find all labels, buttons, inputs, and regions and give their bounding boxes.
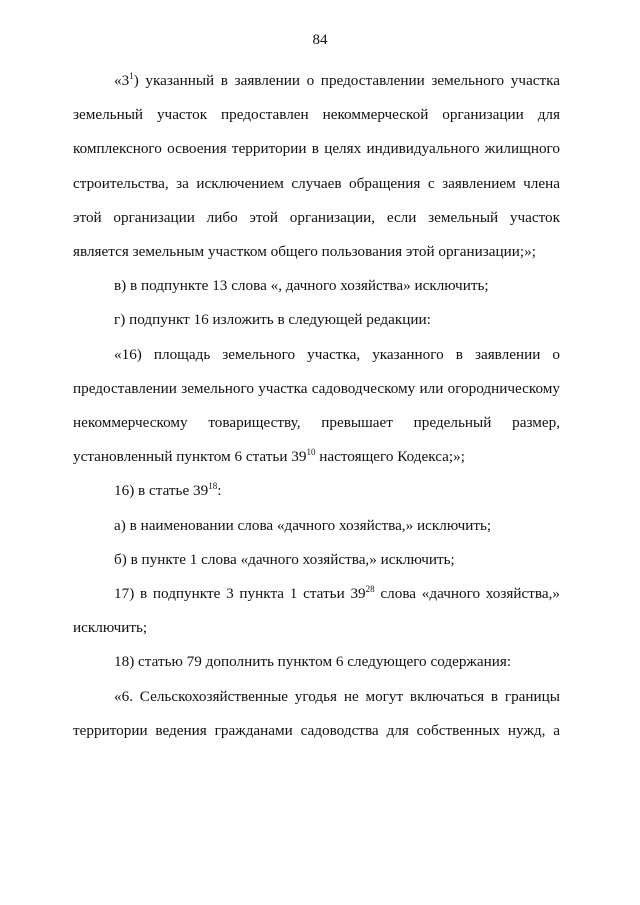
paragraph-item-18: 18) статью 79 дополнить пунктом 6 следующего содержания:	[114, 653, 512, 671]
page-number: 84	[312, 32, 328, 48]
paragraph-subitem-a: а) в наименовании слова «дачного хозяйства,» исключить;	[114, 516, 492, 534]
paragraph-subitem-b: б) в пункте 1 слова «дачного хозяйства,» исключить;	[114, 550, 455, 568]
superscript-index: 1	[129, 71, 134, 81]
paragraph-text: 17) в подпункте 3 пункта 1 статьи 39	[114, 585, 366, 603]
paragraph-text: «16) площадь земельного участка, указанного в заявлении о предоставлении земельного участка садоводческому или огородническому некоммерческому товариществу, превышает предельный размер, установленный пунктом 6 статьи 39	[73, 345, 560, 466]
paragraph-3-1-amendment	[73, 64, 560, 269]
paragraph-text: слова «дачного хозяйства,» исключить;	[73, 585, 560, 637]
paragraph-item-16	[73, 474, 560, 508]
paragraph-text: 16) в статье 39	[114, 482, 209, 500]
paragraph-text: ) указанный в заявлении о предоставлении земельного участка земельный участок предоставлен некоммерческой организации для комплексного освоения территории в целях индивидуального жилищного строительства, за исключением случаев обращения с заявлением члена этой организации либо этой организации, если земельный участок является земельным участком общего пользования этой организации;»;	[73, 72, 560, 261]
paragraph-item-6-quote: «6. Сельскохозяйственные угодья не могут включаться в границы территории ведения гражданами садоводства для собственных нужд, а	[73, 687, 560, 739]
paragraph-item-17	[73, 577, 560, 645]
paragraph-text: настоящего Кодекса;»;	[315, 448, 465, 466]
superscript-index: 28	[365, 584, 375, 595]
paragraph-text: :	[217, 482, 222, 500]
superscript-index: 18	[208, 481, 218, 492]
superscript-index: 10	[306, 447, 316, 458]
document-body	[73, 64, 560, 748]
paragraph-16-text	[73, 338, 560, 475]
paragraph-text: «3	[114, 72, 130, 89]
paragraph-subitem-v: в) в подпункте 13 слова «, дачного хозяйства» исключить;	[114, 277, 489, 295]
paragraph-subitem-g: г) подпункт 16 изложить в следующей редакции:	[114, 311, 431, 329]
